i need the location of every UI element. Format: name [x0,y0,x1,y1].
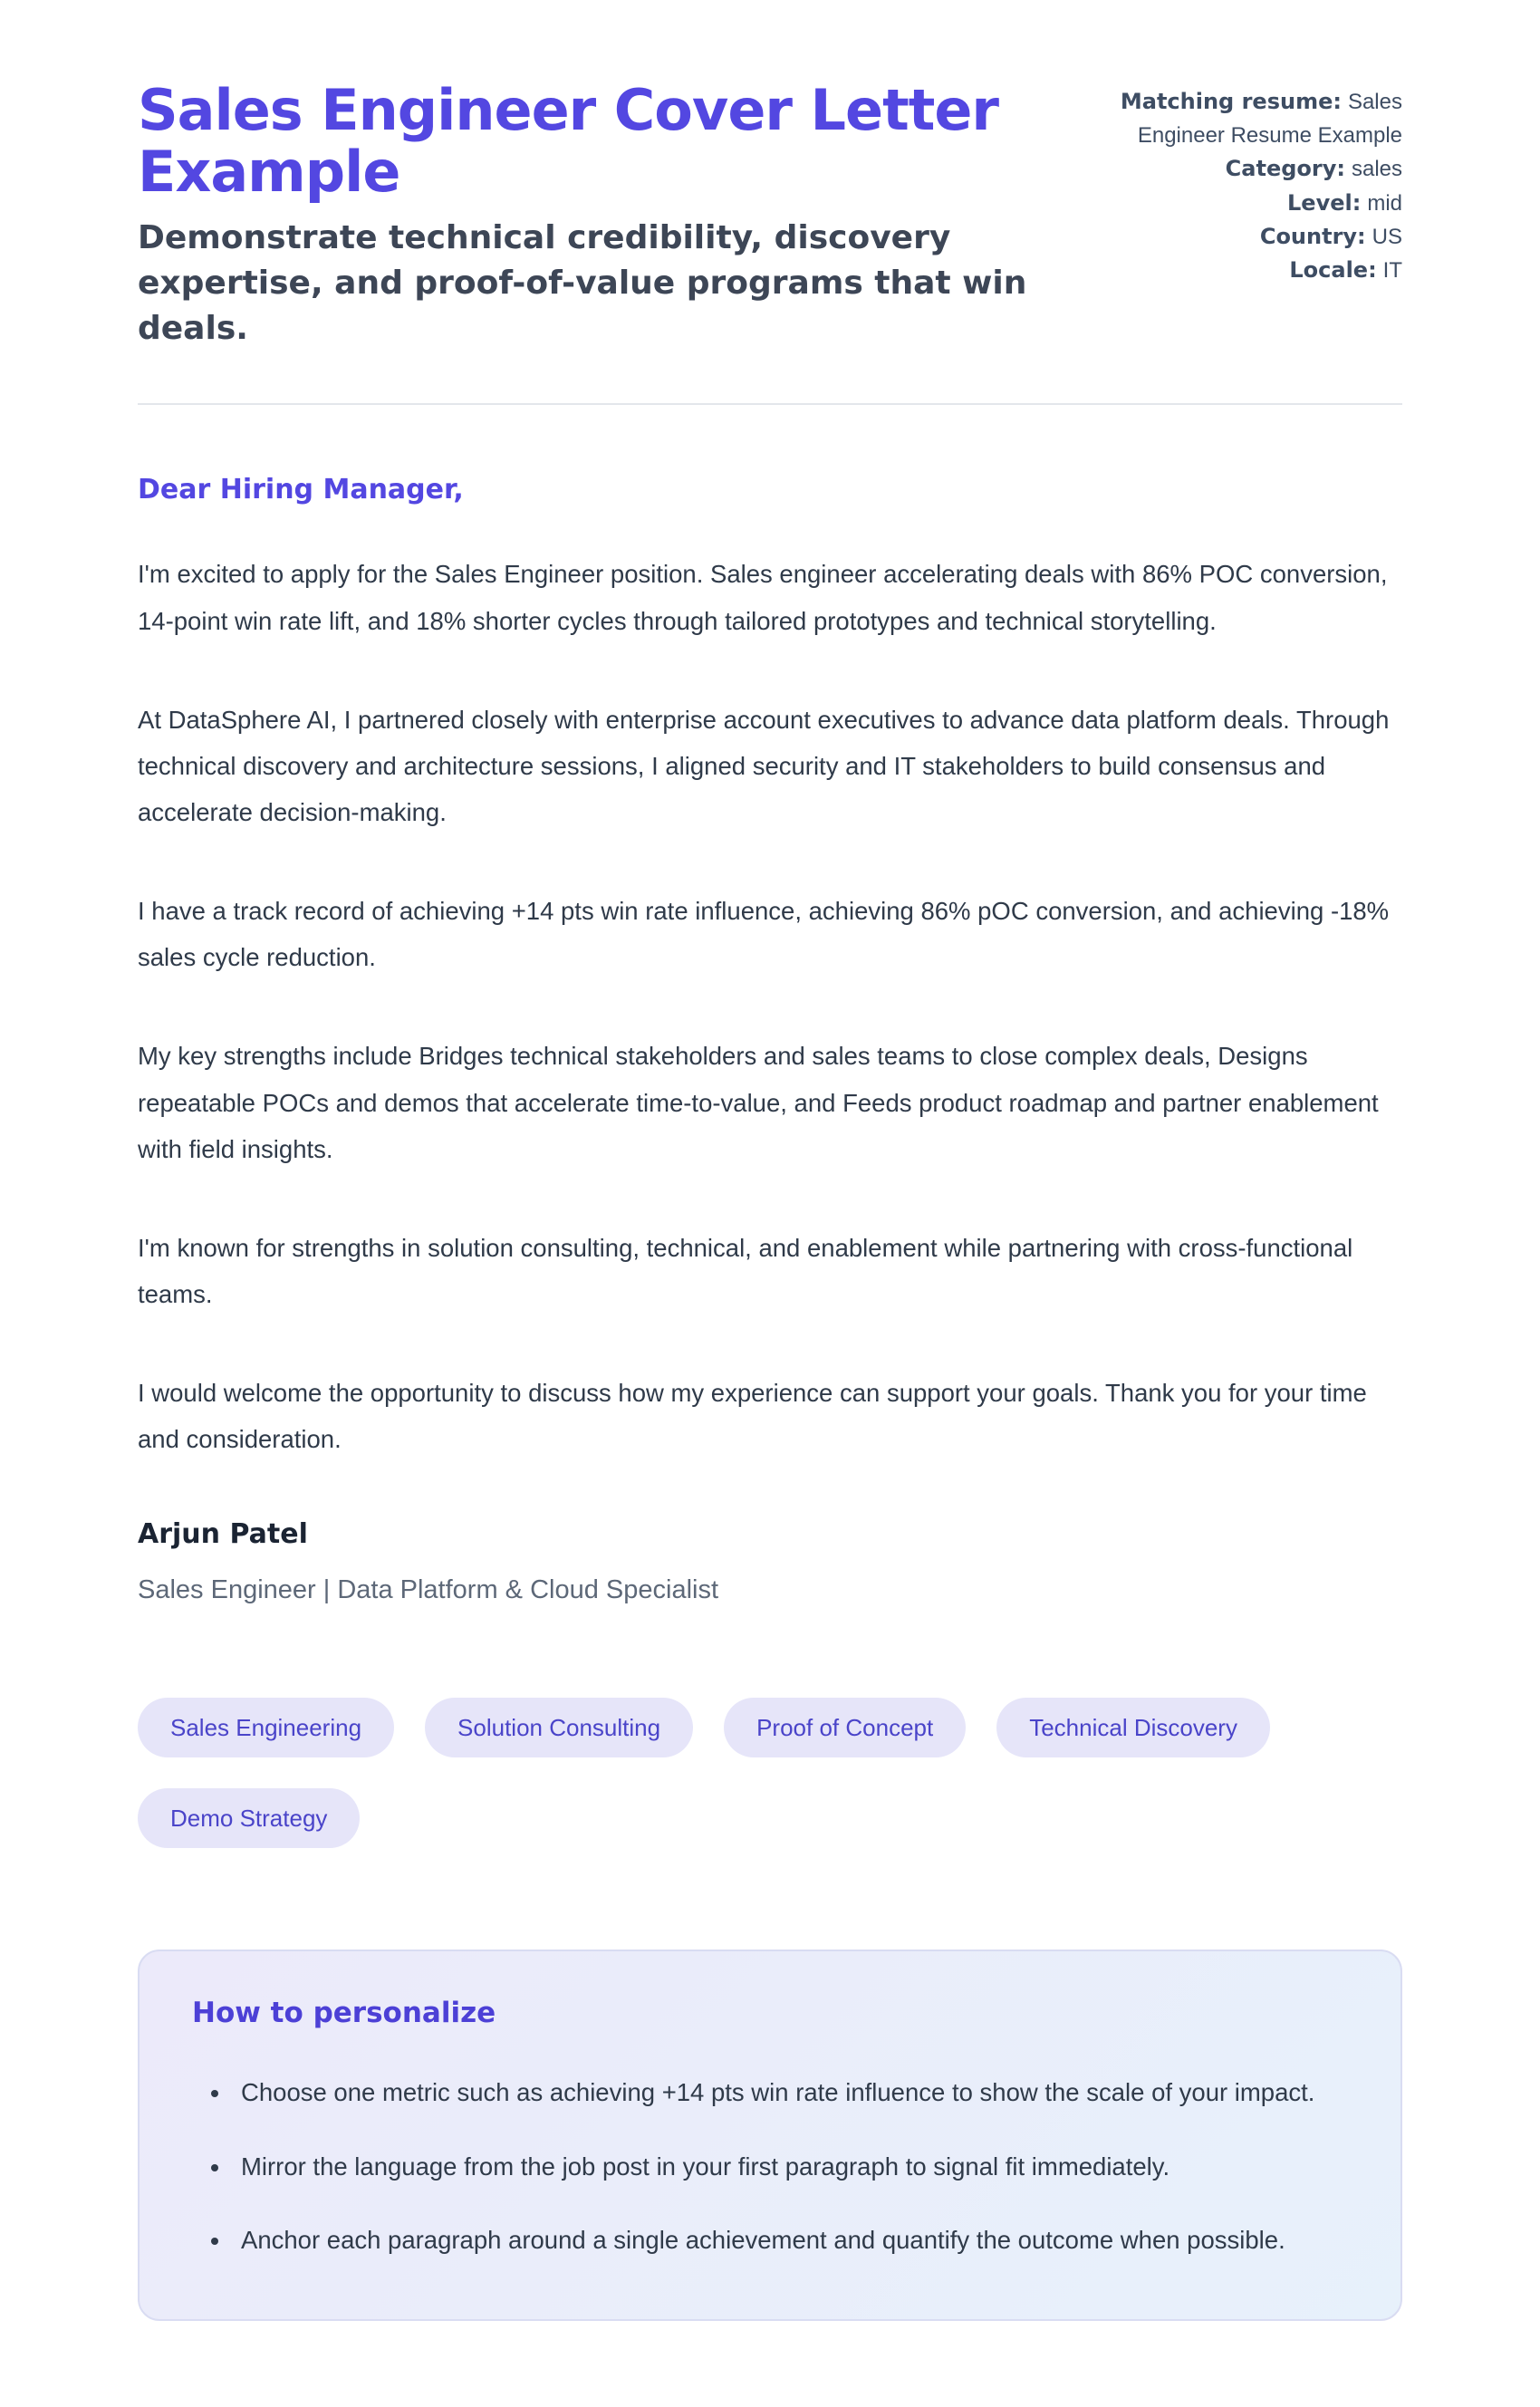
page-subtitle: Demonstrate technical credibility, discovery expertise, and proof-of-value programs that win deals. [138,219,1027,347]
letter-paragraph: I would welcome the opportunity to discuss how my experience can support your goals. Thank you for your time and consideration. [138,1379,1367,1454]
page-container [138,0,1402,2407]
tag-pill-proof-of-concept: Proof of Concept [724,1698,966,1757]
personalize-tip: • Choose one metric such as achieving +14 pts win rate influence to show the scale of your impact. [232,2069,1348,2115]
personalize-card [138,1950,1402,2320]
personalize-tip-list [192,2069,1348,2262]
meta-item-country [1102,220,1402,254]
tag-pill-solution-consulting: Solution Consulting [425,1698,693,1757]
meta-value: sales [1351,157,1402,182]
meta-label: Category: [1225,156,1345,182]
cover-letter-body [138,474,1402,1605]
personalize-tip: • Mirror the language from the job post in your first paragraph to signal fit immediately. [232,2143,1348,2190]
personalize-tip: • Anchor each paragraph around a single achievement and quantify the outcome when possible. [232,2217,1348,2263]
meta-item-matching-resume [1102,85,1402,152]
letter-paragraph: At DataSphere AI, I partnered closely with enterprise account executives to advance data platform deals. Through technical discovery and architecture sessions, I aligned security and IT stakeholders to build consensus and accelerate decision-making. [138,705,1390,826]
personalize-heading: How to personalize [192,1997,496,2030]
header-meta [1102,80,1402,287]
signature-block [138,1518,1402,1605]
header-left [138,77,1065,351]
meta-label: Locale: [1289,256,1377,283]
tag-pill-sales-engineering: Sales Engineering [138,1698,394,1757]
meta-value: mid [1367,190,1402,216]
tag-pill-demo-strategy: Demo Strategy [138,1788,360,1848]
letter-paragraph: My key strengths include Bridges technical stakeholders and sales teams to close complex deals, Designs repeatable POCs and demos that accelerate time-to-value, and Feeds product roadmap and partner enablement with field insights. [138,1042,1379,1163]
meta-label: Country: [1259,223,1366,249]
meta-value: Sales Engineer Resume Example [1137,90,1402,149]
meta-label: Level: [1287,189,1362,216]
letter-paragraph: I'm known for strengths in solution consulting, technical, and enablement while partnering with cross-functional teams. [138,1233,1353,1308]
meta-item-locale [1102,254,1402,287]
page-header [138,77,1402,351]
keyword-tags [138,1698,1402,1848]
header-divider [138,403,1402,405]
meta-item-category [1102,152,1402,186]
meta-label: Matching resume: [1120,89,1342,114]
meta-value: IT [1382,257,1402,283]
signature-name: Arjun Patel [138,1518,308,1551]
page-title: Sales Engineer Cover Letter Example [138,77,998,206]
letter-paragraph: I have a track record of achieving +14 pts win rate influence, achieving 86% pOC conversion, and achieving -18% sales cycle reduction. [138,897,1390,972]
letter-paragraph: I'm excited to apply for the Sales Engineer position. Sales engineer accelerating deals with 86% POC conversion, 14-point win rate lift, and 18% shorter cycles through tailored prototypes and technical storytelling. [138,560,1388,635]
tag-pill-technical-discovery: Technical Discovery [996,1698,1270,1757]
meta-value: US [1372,224,1402,249]
signature-title: Sales Engineer | Data Platform & Cloud Specialist [138,1575,719,1605]
letter-greeting: Dear Hiring Manager, [138,474,464,506]
meta-item-level [1102,187,1402,220]
